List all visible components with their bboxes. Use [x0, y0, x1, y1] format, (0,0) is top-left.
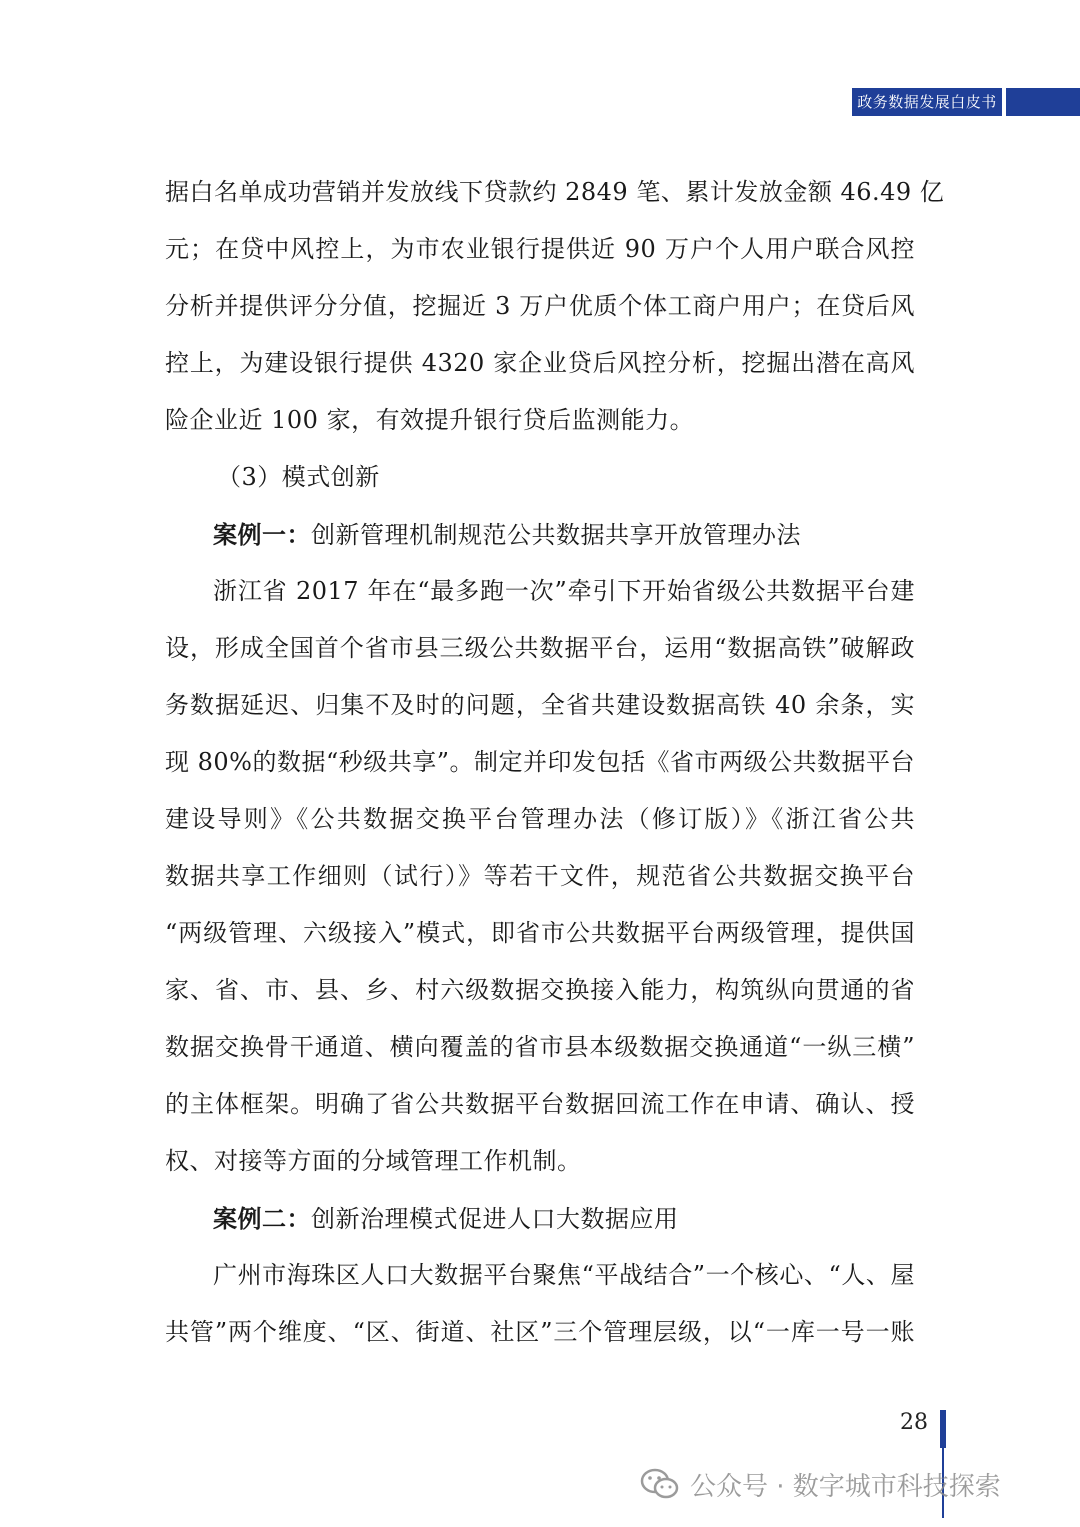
- section-heading: （3）模式创新: [217, 463, 380, 491]
- body-line: 数据共享工作细则（试行）》等若干文件，规范省公共数据交换平台: [165, 862, 915, 890]
- case2-title: 创新治理模式促进人口大数据应用: [311, 1205, 679, 1233]
- body-line: 建设导则》《公共数据交换平台管理办法（修订版）》《浙江省公共: [165, 805, 915, 833]
- header-title: 政务数据发展白皮书: [852, 88, 1002, 116]
- case1-label: 案例一：: [213, 520, 311, 549]
- body-line: 现 80%的数据“秒级共享”。制定并印发包括《省市两级公共数据平台: [165, 748, 916, 776]
- page-number: 28: [900, 1410, 928, 1435]
- body-line: 的主体框架。明确了省公共数据平台数据回流工作在申请、确认、授: [165, 1090, 915, 1118]
- body-line: 据白名单成功营销并发放线下贷款约 2849 笔、累计发放金额 46.49 亿: [165, 178, 945, 206]
- body-line: 浙江省 2017 年在“最多跑一次”牵引下开始省级公共数据平台建: [213, 577, 915, 605]
- body-line: 务数据延迟、归集不及时的问题，全省共建设数据高铁 40 余条，实: [165, 691, 915, 719]
- body-line: 家、省、市、县、乡、村六级数据交换接入能力，构筑纵向贯通的省: [165, 976, 915, 1004]
- case1-heading: [165, 506, 915, 563]
- header-accent-bar: [1006, 88, 1080, 116]
- body-line: 权、对接等方面的分域管理工作机制。: [165, 1147, 582, 1175]
- case1-title: 创新管理机制规范公共数据共享开放管理办法: [311, 521, 801, 549]
- watermark-text: 公众号 · 数字城市科技探索: [690, 1471, 1001, 1502]
- body-line: “两级管理、六级接入”模式，即省市公共数据平台两级管理，提供国: [165, 919, 915, 947]
- body-line: 设，形成全国首个省市县三级公共数据平台，运用“数据高铁”破解政: [165, 634, 915, 662]
- document-body: [165, 164, 945, 1361]
- body-line: 控上，为建设银行提供 4320 家企业贷后风控分析，挖掘出潜在高风: [165, 349, 915, 377]
- page-number-bar: [940, 1410, 946, 1448]
- case2-label: 案例二：: [213, 1204, 311, 1233]
- body-line: 数据交换骨干通道、横向覆盖的省市县本级数据交换通道“一纵三横”: [165, 1033, 915, 1061]
- body-line: 共管”两个维度、“区、街道、社区”三个管理层级，以“一库一号一账: [165, 1318, 915, 1346]
- watermark: [640, 1462, 1001, 1506]
- wechat-icon: [640, 1467, 680, 1501]
- body-line: 分析并提供评分分值，挖掘近 3 万户优质个体工商户用户；在贷后风: [165, 292, 915, 320]
- body-line: 广州市海珠区人口大数据平台聚焦“平战结合”一个核心、“人、屋: [213, 1261, 915, 1289]
- case2-heading: [165, 1190, 915, 1247]
- body-line: 元；在贷中风控上，为市农业银行提供近 90 万户个人用户联合风控: [165, 235, 915, 263]
- body-line: 险企业近 100 家，有效提升银行贷后监测能力。: [165, 406, 695, 434]
